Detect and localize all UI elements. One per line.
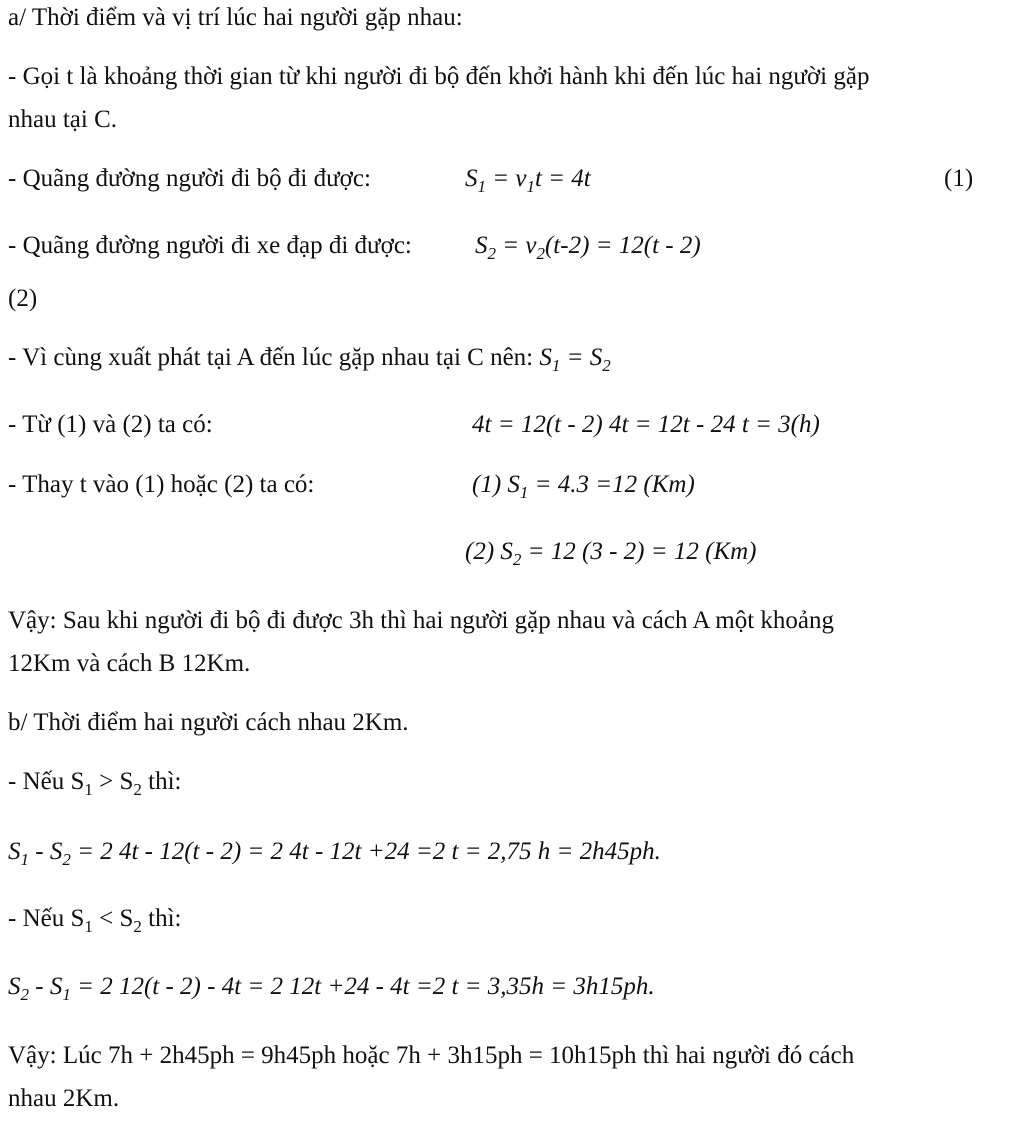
- equation-number-1: (1): [944, 165, 974, 192]
- case-2-condition: - Nếu $S_1 < S_2$ thì:: [8, 905, 182, 936]
- part-a-conclusion-line-2: 12Km và cách B 12Km.: [8, 650, 251, 677]
- walker-distance-equation: $S_1 = v_1t = 4t$: [465, 165, 591, 196]
- cyclist-distance-label: - Quãng đường người đi xe đạp đi được:: [8, 232, 412, 259]
- definition-line-2: nhau tại C.: [8, 106, 118, 133]
- substitute-equation-1: (1) $S_1 = 4.3 =12$ (Km): [472, 471, 695, 502]
- solve-time-equation: 4t = 12(t - 2) 4t = 12t - 24 t = 3(h): [472, 411, 820, 438]
- part-b-conclusion-line-2: nhau 2Km.: [8, 1085, 120, 1112]
- part-a-conclusion-line-1: Vậy: Sau khi người đi bộ đi được 3h thì hai người gặp nhau và cách A một khoảng: [8, 607, 835, 634]
- definition-line-1: - Gọi t là khoảng thời gian từ khi người đi bộ đến khởi hành khi đến lúc hai người gặp: [8, 63, 870, 90]
- substitute-equation-2: (2) $S_2 = 12$ (3 - 2) = 12 (Km): [465, 538, 757, 569]
- case-1-condition: - Nếu $S_1 > S_2$ thì:: [8, 768, 182, 799]
- equation-number-2: (2): [8, 285, 38, 312]
- part-b-conclusion-line-1: Vậy: Lúc 7h + 2h45ph = 9h45ph hoặc 7h + 3h15ph = 10h15ph thì hai người đó cách: [8, 1042, 855, 1069]
- part-b-heading: b/ Thời điểm hai người cách nhau 2Km.: [8, 709, 409, 736]
- cyclist-distance-equation: $S_2 = v_2(t-2) = 12(t - 2)$: [475, 232, 701, 263]
- same-start-statement: - Vì cùng xuất phát tại A đến lúc gặp nhau tại C nên: $S_1 = S_2$: [8, 344, 611, 375]
- case-2-equation: $S_2 - S_1 = 2$ 12(t - 2) - 4t = 2 12t +24 - 4t =2 t = 3,35h = 3h15ph.: [8, 973, 655, 1004]
- case-1-equation: $S_1 - S_2 = 2$ 4t - 12(t - 2) = 2 4t - 12t +24 =2 t = 2,75 h = 2h45ph.: [8, 838, 661, 869]
- combine-label: - Từ (1) và (2) ta có:: [8, 411, 213, 438]
- walker-distance-label: - Quãng đường người đi bộ đi được:: [8, 165, 371, 192]
- part-a-heading: a/ Thời điểm và vị trí lúc hai người gặp nhau:: [8, 4, 463, 31]
- substitute-label: - Thay t vào (1) hoặc (2) ta có:: [8, 471, 315, 498]
